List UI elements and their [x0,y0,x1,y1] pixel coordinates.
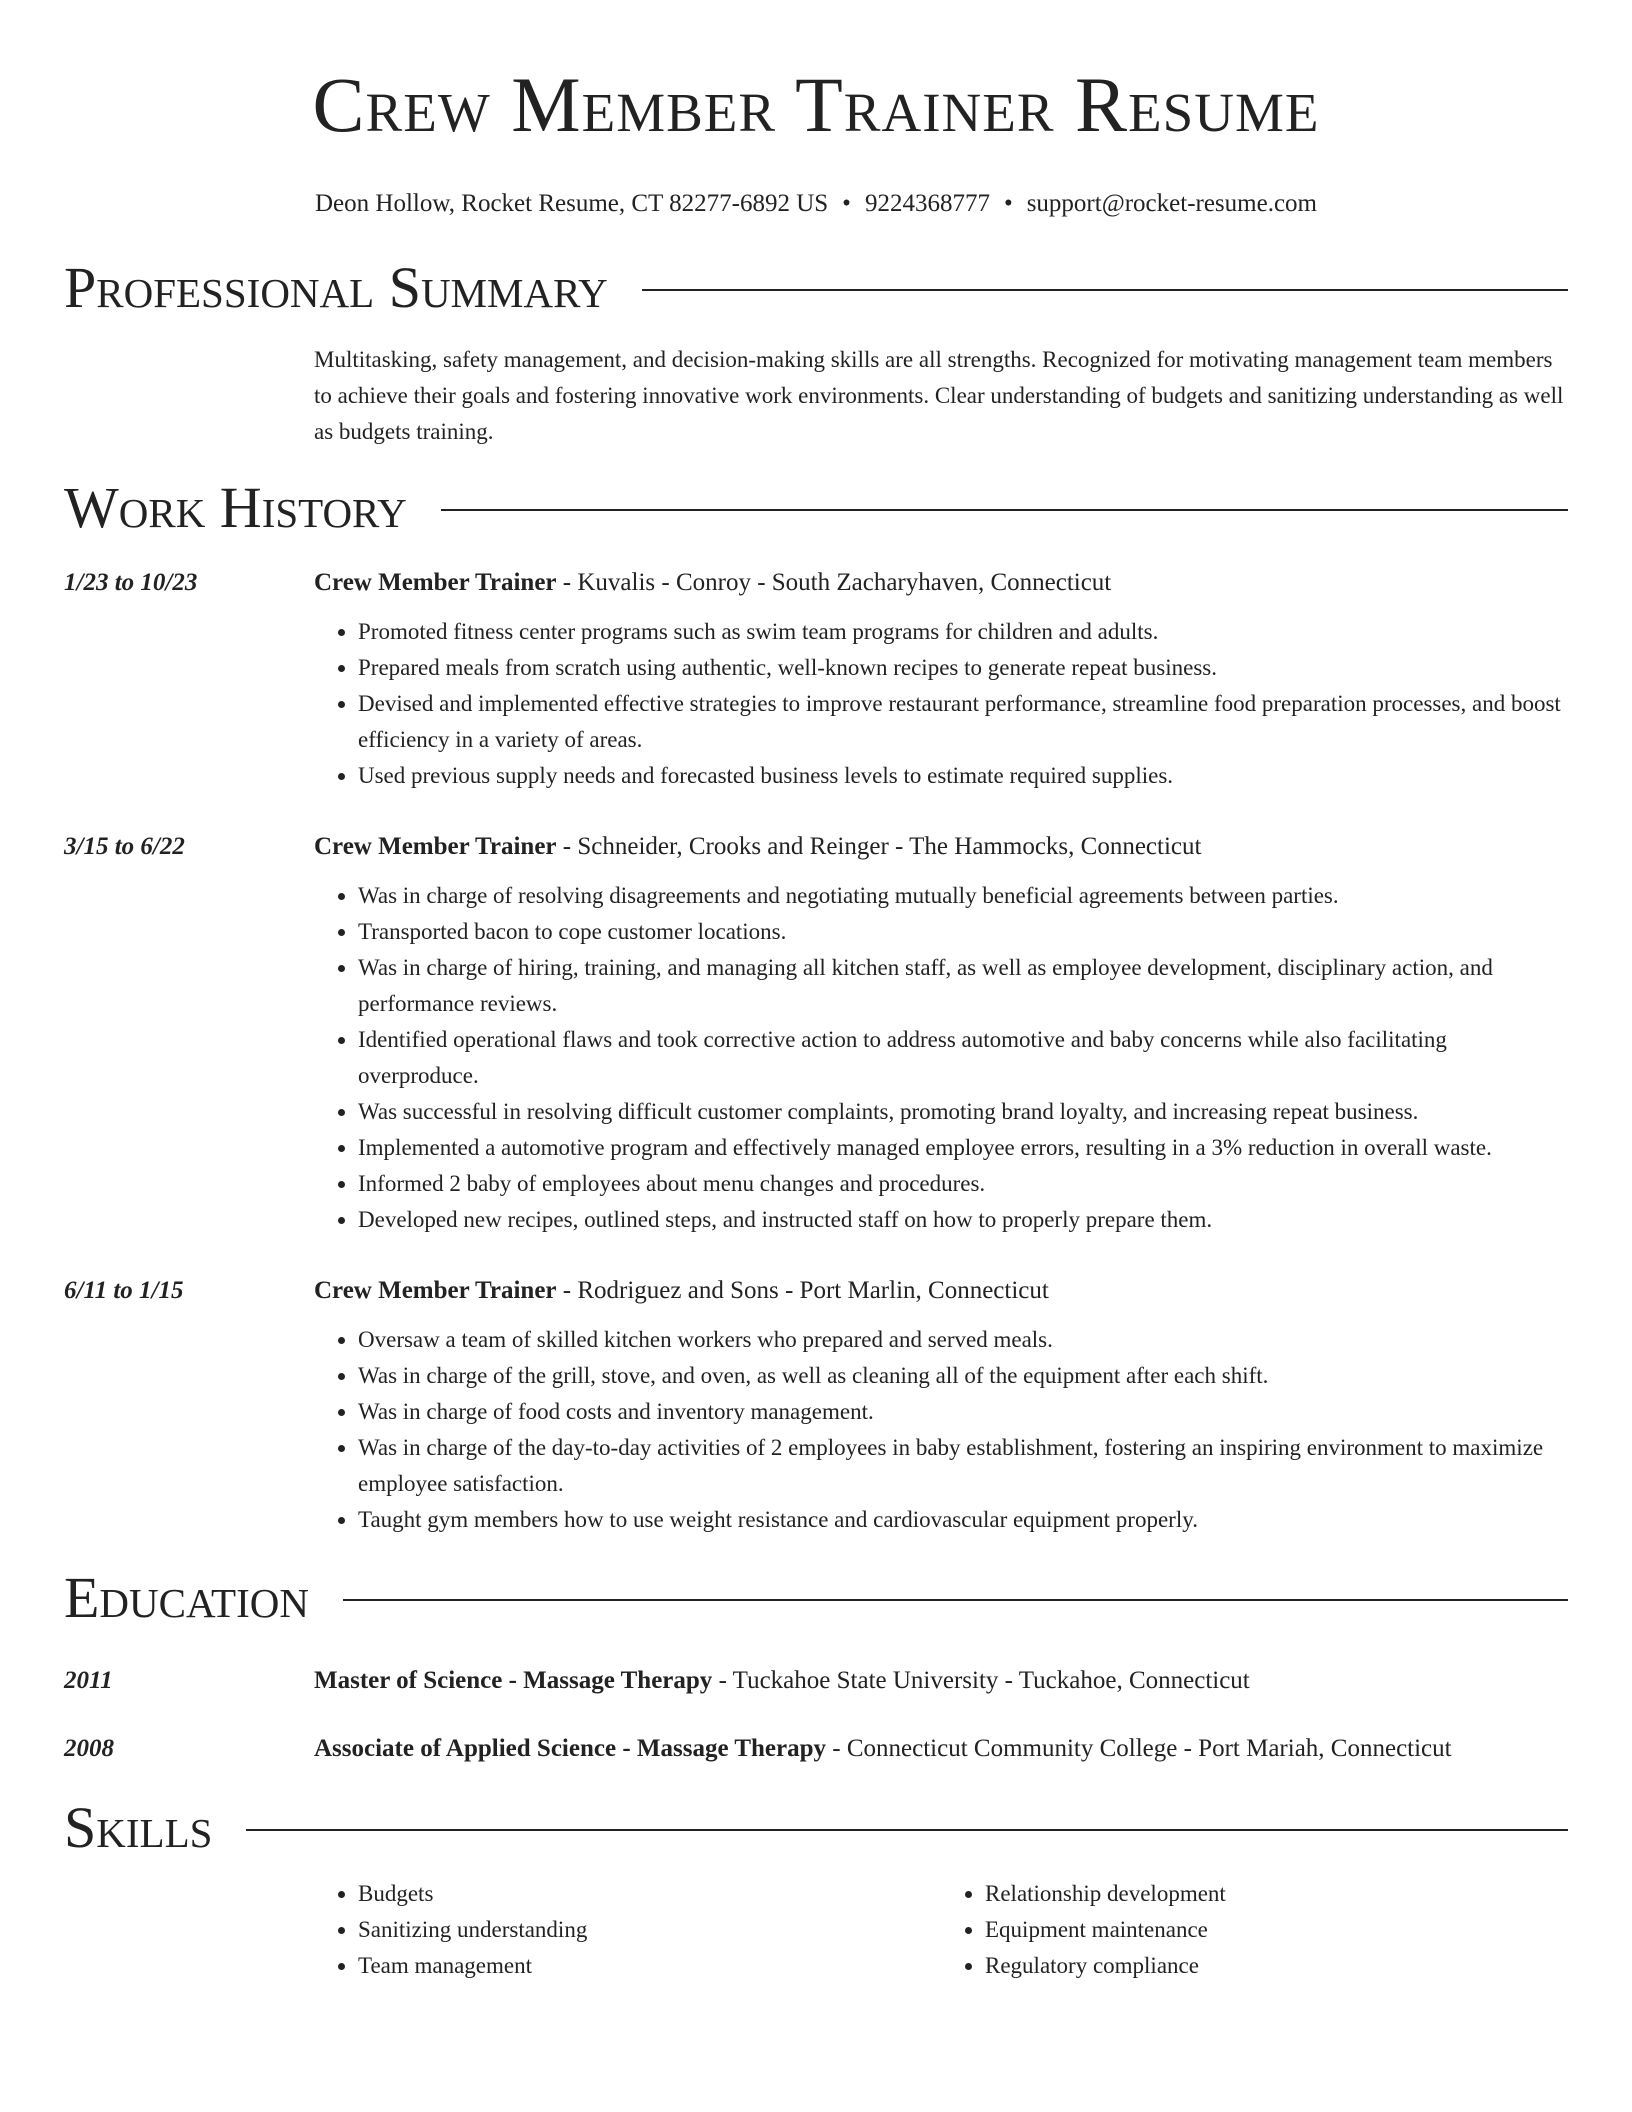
job-title: Crew Member Trainer [314,833,557,860]
degree-name: Associate of Applied Science - Massage Therapy [314,1735,827,1762]
contact-separator: • [1003,190,1013,217]
job-bullet: • Was in charge of resolving disagreements and negotiating mutually beneficial agreements between parties. [358,878,1568,914]
work-dates: 3/15 to 6/22 [64,833,185,860]
summary-heading: Professional Summary [64,255,608,320]
skill-item: • Relationship development [985,1876,1568,1912]
education-heading-line [314,1732,1568,1766]
education-entry [64,1664,1568,1698]
contact-phone: 9224368777 [864,190,990,217]
education-section-header [64,1566,1568,1630]
education-entry-content [314,1732,1568,1766]
work-dates: 1/23 to 10/23 [64,569,198,596]
skills-grid [314,1876,1568,1984]
job-bullet: • Taught gym members how to use weight resistance and cardiovascular equipment properly. [358,1502,1568,1538]
work-entry [64,830,1568,1238]
work-entry [64,566,1568,794]
job-bullet: • Oversaw a team of skilled kitchen workers who prepared and served meals. [358,1322,1568,1358]
work-dates: 6/11 to 1/15 [64,1277,184,1304]
job-title: Crew Member Trainer [314,1277,557,1304]
education-entry-content [314,1664,1568,1698]
skill-item: • Team management [358,1948,941,1984]
summary-text: Multitasking, safety management, and decision-making skills are all strengths. Recognized for motivating management team members to achieve their goals and fostering innovative work environments. Clear understanding of budgets and sanitizing understanding as well as budgets training. [314,347,1564,444]
section-divider [441,509,1568,511]
job-bullet-list [314,614,1568,794]
job-bullet: • Transported bacon to cope customer locations. [358,914,1568,950]
job-bullet: • Implemented a automotive program and effectively managed employee errors, resulting in a 3% reduction in overall waste. [358,1130,1568,1166]
education-heading-line [314,1664,1568,1698]
job-bullet: • Informed 2 baby of employees about menu changes and procedures. [358,1166,1568,1202]
work-heading: Work History [64,475,407,540]
section-divider [246,1829,1568,1831]
education-year: 2008 [64,1735,114,1762]
section-divider [343,1599,1568,1601]
job-bullet: • Prepared meals from scratch using authentic, well-known recipes to generate repeat business. [358,650,1568,686]
job-bullet: • Devised and implemented effective strategies to improve restaurant performance, streamline food preparation processes, and boost efficiency in a variety of areas. [358,686,1568,758]
school-location: - Connecticut Community College - Port Mariah, Connecticut [826,1735,1452,1762]
job-bullet: • Identified operational flaws and took corrective action to address automotive and baby concerns while also facilitating overproduce. [358,1022,1568,1094]
job-heading [314,566,1568,600]
education-entry [64,1732,1568,1766]
job-employer-location: - Schneider, Crooks and Reinger - The Hammocks, Connecticut [556,833,1202,860]
contact-separator: • [842,190,851,217]
skill-item: • Regulatory compliance [985,1948,1568,1984]
job-employer-location: - Rodriguez and Sons - Port Marlin, Connecticut [556,1277,1049,1304]
education-heading: Education [64,1565,309,1630]
job-bullet: • Was in charge of hiring, training, and managing all kitchen staff, as well as employee development, disciplinary action, and performance reviews. [358,950,1568,1022]
job-bullet: • Was in charge of food costs and inventory management. [358,1394,1568,1430]
job-heading [314,1274,1568,1308]
job-bullet: • Was in charge of the day-to-day activities of 2 employees in baby establishment, fostering an inspiring environment to maximize employee satisfaction. [358,1430,1568,1502]
degree-name: Master of Science - Massage Therapy [314,1667,713,1694]
job-bullet: • Was successful in resolving difficult customer complaints, promoting brand loyalty, and increasing repeat business. [358,1094,1568,1130]
job-bullet: • Promoted fitness center programs such as swim team programs for children and adults. [358,614,1568,650]
job-bullet-list [314,1322,1568,1538]
skill-item: • Sanitizing understanding [358,1912,941,1948]
contact-email: support@rocket-resume.com [1026,190,1317,217]
summary-section-header [64,256,1568,320]
skills-column-right [941,1876,1568,1984]
contact-line [64,188,1568,220]
job-bullet: • Used previous supply needs and forecasted business levels to estimate required supplies. [358,758,1568,794]
work-entry [64,1274,1568,1538]
job-title: Crew Member Trainer [314,569,557,596]
education-list [64,1664,1568,1766]
education-year: 2011 [64,1667,113,1694]
skills-heading: Skills [64,1795,213,1860]
work-entry-content [314,830,1568,1238]
job-bullet-list [314,878,1568,1238]
job-bullet: • Developed new recipes, outlined steps, and instructed staff on how to properly prepare them. [358,1202,1568,1238]
contact-address: Deon Hollow, Rocket Resume, CT 82277-6892 US [315,190,829,217]
work-history-list [64,566,1568,1538]
work-entry-content [314,566,1568,794]
job-employer-location: - Kuvalis - Conroy - South Zacharyhaven, Connecticut [556,569,1112,596]
skill-item: • Equipment maintenance [985,1912,1568,1948]
job-heading [314,830,1568,864]
work-entry-content [314,1274,1568,1538]
work-section-header [64,476,1568,540]
section-divider [642,289,1568,291]
school-location: - Tuckahoe State University - Tuckahoe, Connecticut [712,1667,1250,1694]
skill-item: • Budgets [358,1876,941,1912]
resume-title: Crew Member Trainer Resume [312,61,1320,148]
skills-column-left [314,1876,941,1984]
skills-section-header [64,1796,1568,1860]
job-bullet: • Was in charge of the grill, stove, and oven, as well as cleaning all of the equipment after each shift. [358,1358,1568,1394]
